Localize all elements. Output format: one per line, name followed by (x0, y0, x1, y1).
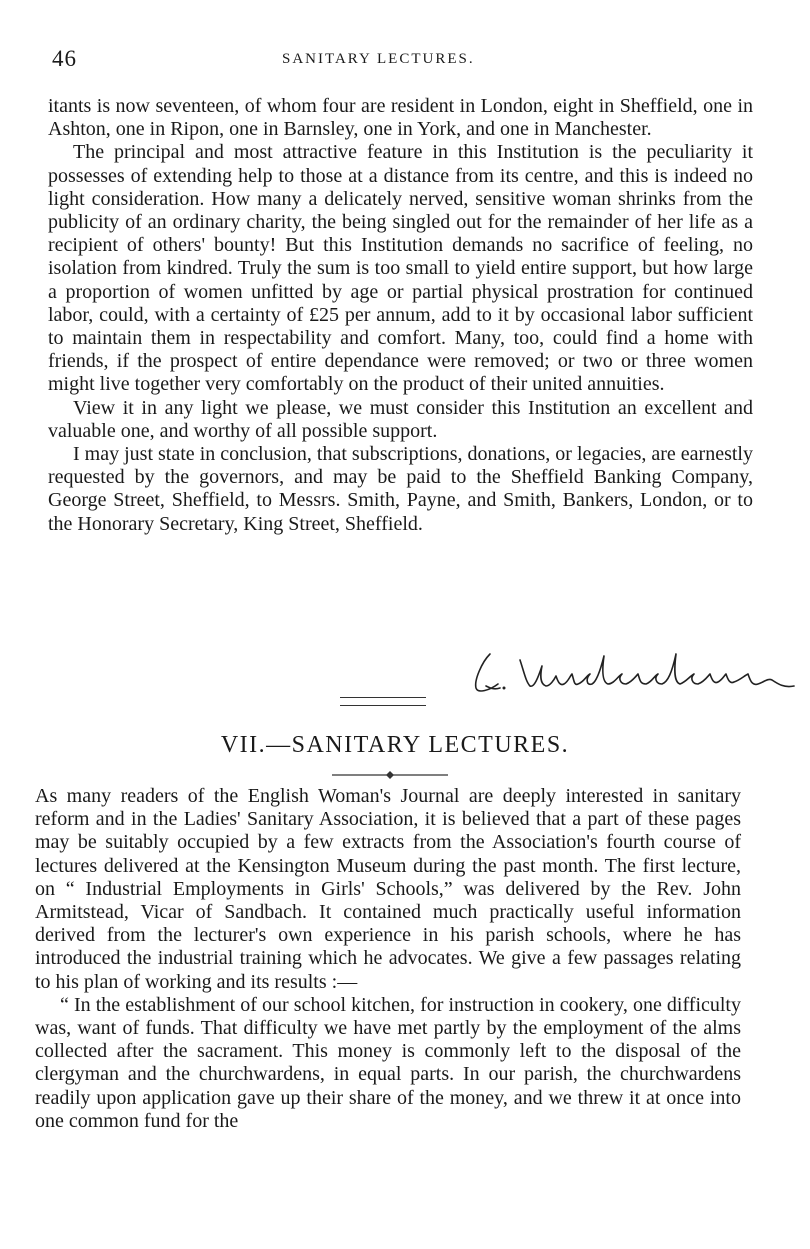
page-number: 46 (52, 46, 77, 71)
paragraph: I may just state in conclusion, that subscriptions, donations, or legacies, are earnestly requested by the governors, and may be paid to the Sheffield Banking Company, George Street, Sheffield, to Messrs. Smith, Payne, and Smith, Bankers, London, or to the Honorary Secretary, King Street, Sheffield. (48, 443, 753, 535)
section-divider (340, 697, 426, 706)
running-title: SANITARY LECTURES. (282, 51, 475, 67)
paragraph: “ In the establishment of our school kitchen, for instruction in cookery, one difficulty was, want of funds. That difficulty we have met partly by the employment of the alms collected after the sacrament. This money is commonly left to the disposal of the clergyman and the churchwardens, in equal parts. In our parish, the churchwardens readily upon application gave up their share of the money, and we threw it at once into one common fund for the (35, 993, 741, 1132)
paragraph: The principal and most attractive feature in this Institution is the peculiarity it possesses of extending help to those at a distance from its centre, and this is indeed no light consideration. How many a delicately nerved, sensitive woman shrinks from the publicity of an ordinary charity, the being singled out for the remainder of her life as a recipient of others' bounty! But this Institution demands no sacrifice of feeling, no isolation from kindred. Truly the sum is too small to yield entire support, but how large a proportion of women unfitted by age or partial physical prostration for continued labor, could, with a certainty of £25 per annum, add to it by occasional labor sufficient to maintain them in respectability and comfort. Many, too, could find a home with friends, if the prospect of entire dependance were removed; or two or three women might live together very comfortably on the product of their united annuities. (48, 141, 753, 396)
diamond-ornament-icon (330, 771, 450, 779)
paragraph: View it in any light we please, we must consider this Institution an excellent and valuable one, and worthy of all possible support. (48, 396, 753, 442)
paragraph: itants is now seventeen, of whom four are resident in London, eight in Sheffield, one in Ashton, one in Ripon, one in Barnsley, one in York, and one in Manchester. (48, 95, 753, 141)
ornament-rule (330, 766, 450, 774)
sanitary-lectures-text (35, 785, 741, 1133)
previous-article-text (48, 95, 753, 536)
running-head (52, 46, 752, 76)
handwritten-signature (468, 642, 808, 702)
section-heading: VII.—SANITARY LECTURES. (220, 732, 570, 758)
paragraph: As many readers of the English Woman's Journal are deeply interested in sanitary reform and in the Ladies' Sanitary Association, it is believed that a part of these pages may be suitably occupied by a few extracts from the Association's fourth course of lectures delivered at the Kensington Museum during the past month. The first lecture, on “ Industrial Employments in Girls' Schools,” was delivered by the Rev. John Armitstead, Vicar of Sandbach. It contained much practically useful information derived from the lecturer's own experience in his parish schools, where he has introduced the industrial training which he advocates. We give a few passages relating to his plan of working and its results :— (35, 785, 741, 993)
signature-drawing (468, 642, 808, 702)
